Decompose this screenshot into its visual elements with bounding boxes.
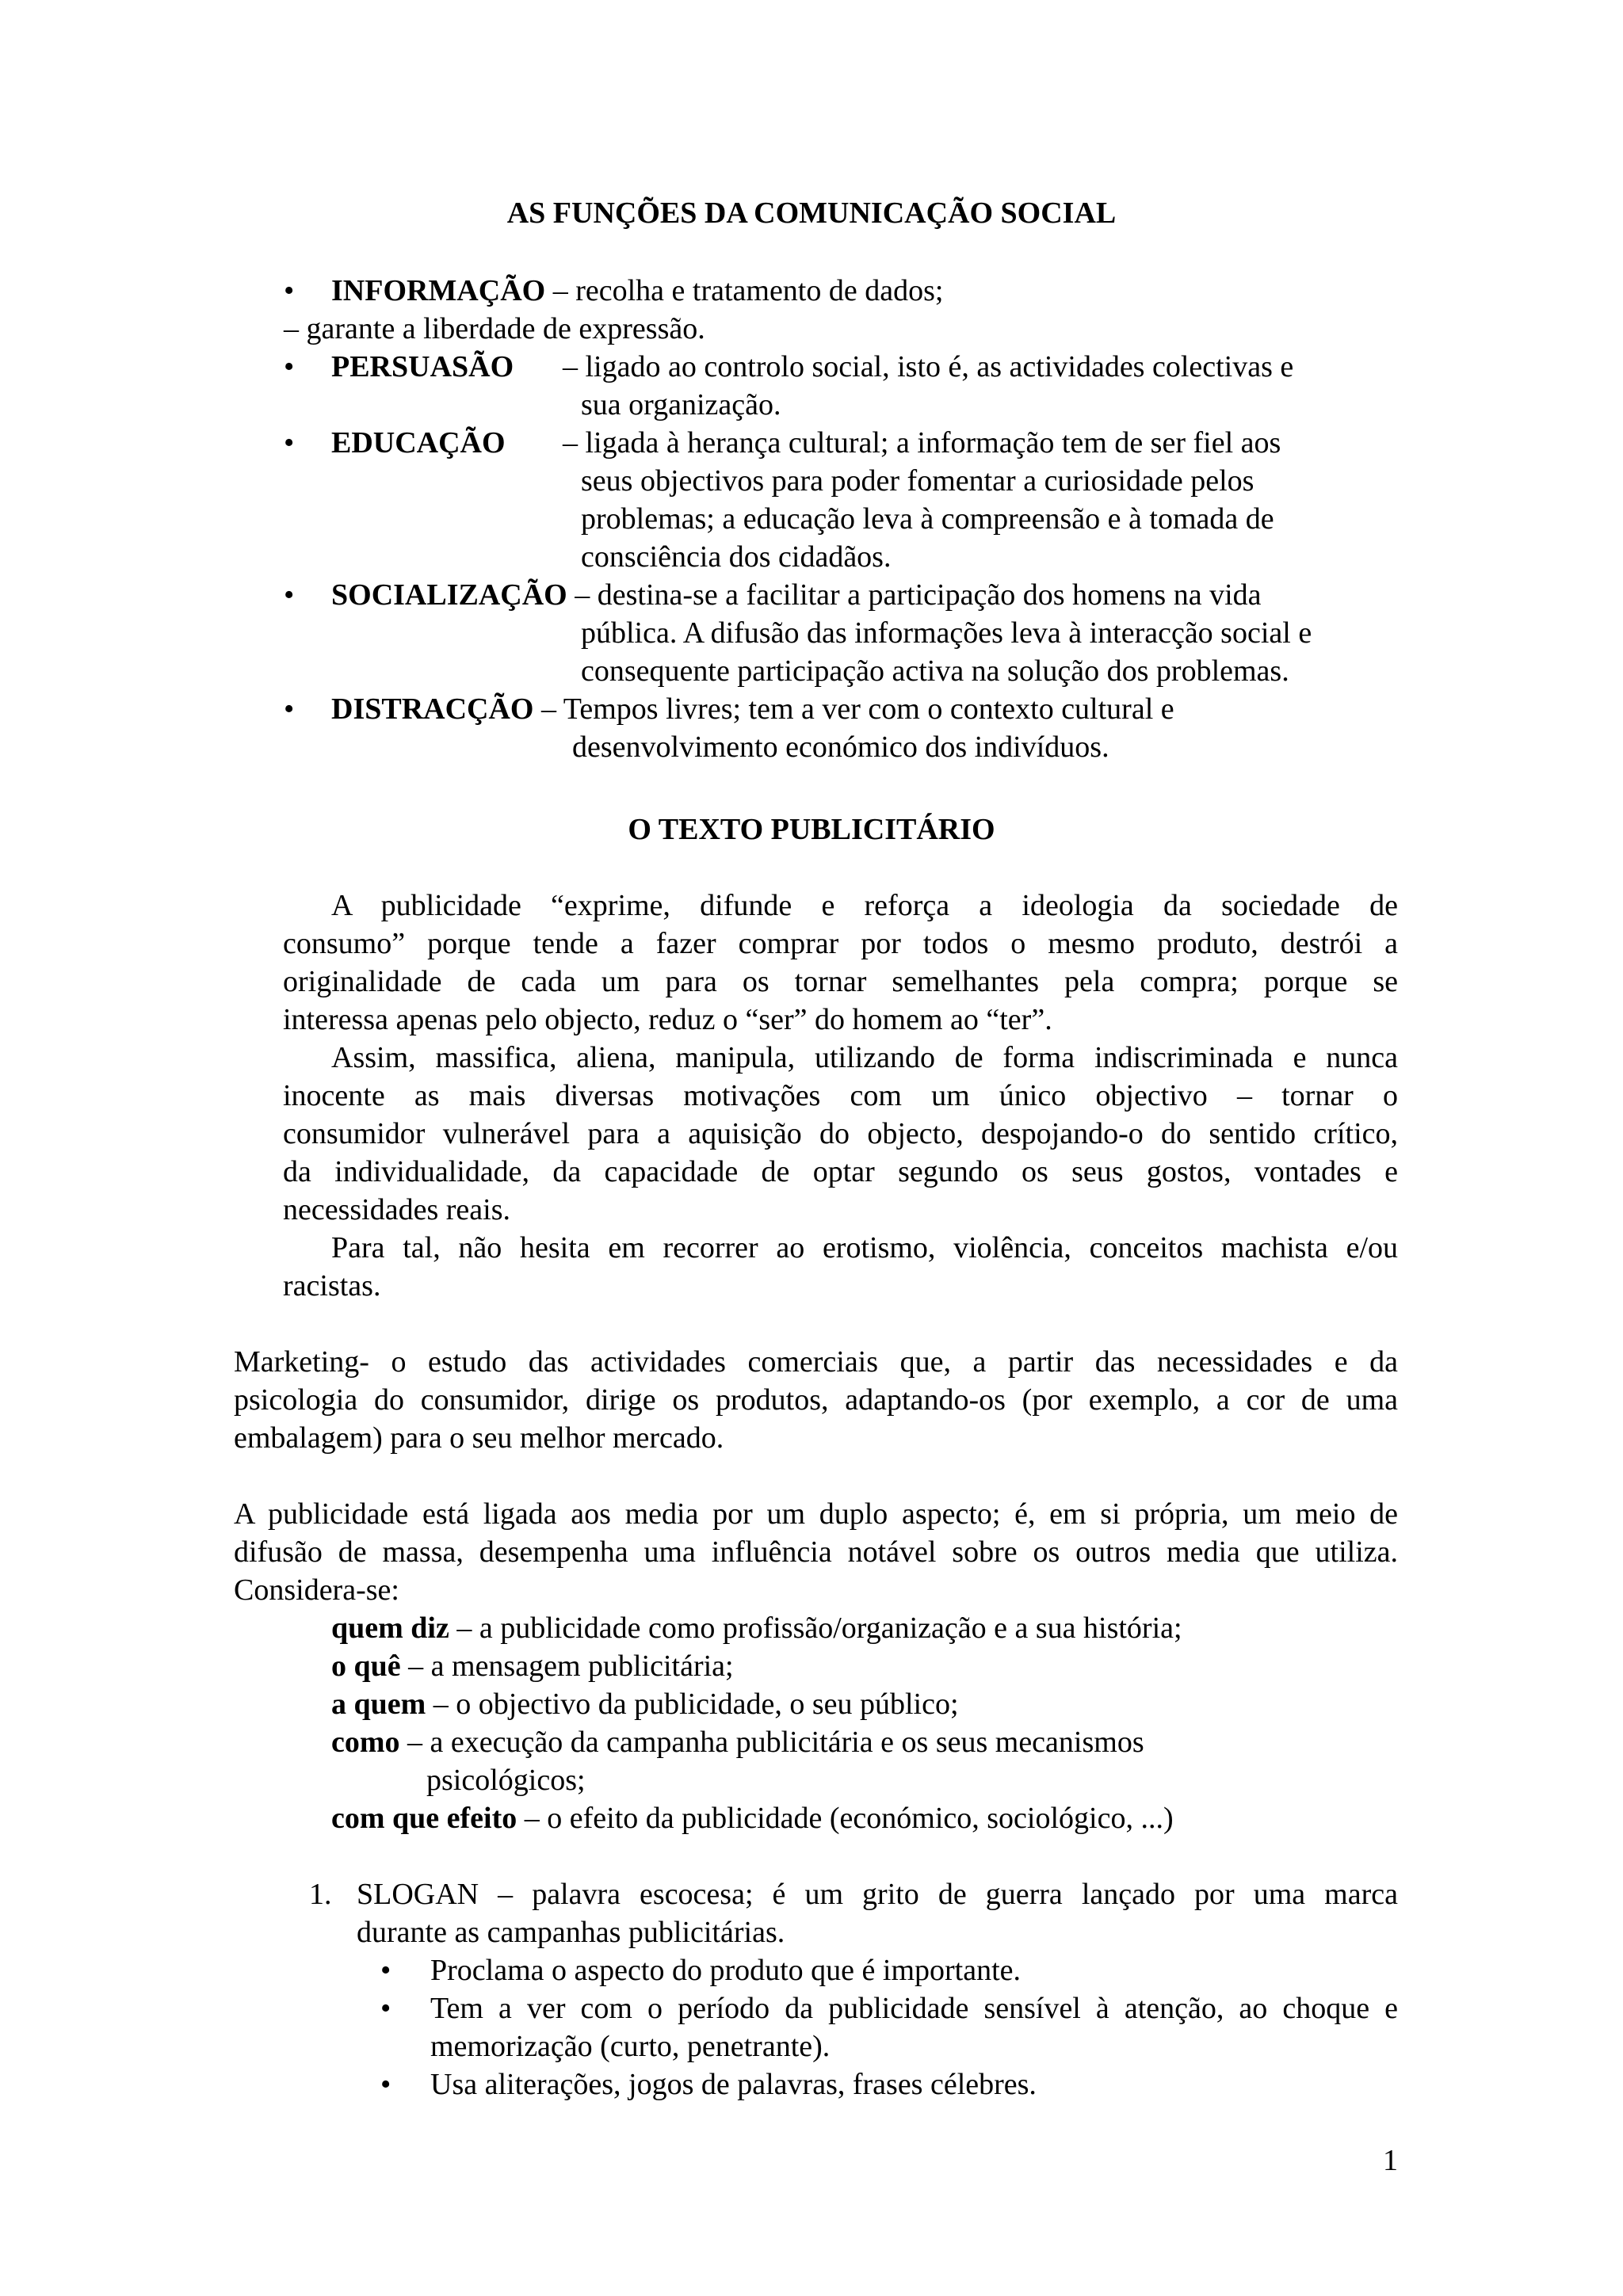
aspect-com-que-efeito (331, 1799, 1174, 1837)
marketing-line: Marketing- o estudo das actividades comerciais que, a partir das necessidades e da (234, 1345, 1398, 1379)
bullet-dot: • (380, 1954, 391, 1987)
function-persuasao-line1: – ligado ao controlo social, isto é, as actividades colectivas e (563, 350, 1294, 383)
bullet-dot: • (284, 350, 295, 383)
function-informacao-line2: – garante a liberdade de expressão. (284, 312, 705, 345)
function-term: DISTRACÇÃO (331, 692, 534, 726)
aspect-quem-diz (331, 1609, 1182, 1647)
bullet-dot: • (380, 2068, 391, 2101)
function-term: INFORMAÇÃO (331, 274, 546, 307)
function-term: SOCIALIZAÇÃO (331, 578, 567, 612)
marketing-line: embalagem) para o seu melhor mercado. (234, 1421, 724, 1455)
slogan-bullet-2-line2: memorização (curto, penetrante). (430, 2030, 831, 2063)
media-line: Considera-se: (234, 1573, 399, 1607)
paragraph-line: interessa apenas pelo objecto, reduz o “ser” do homem ao “ter”. (283, 1003, 1052, 1036)
paragraph-line: Para tal, não hesita em recorrer ao erotismo, violência, conceitos machista e/ou (331, 1231, 1398, 1264)
aspect-desc: – a execução da campanha publicitária e os seus mecanismos (399, 1726, 1144, 1759)
function-socializacao (331, 576, 1262, 614)
section-title-texto-publicitario: O TEXTO PUBLICITÁRIO (628, 813, 995, 846)
aspect-term: como (331, 1726, 400, 1759)
slogan-line2: durante as campanhas publicitárias. (357, 1916, 785, 1949)
bullet-dot: • (380, 1992, 391, 2025)
paragraph-line: necessidades reais. (283, 1193, 510, 1226)
paragraph-line: A publicidade “exprime, difunde e reforça a ideologia da sociedade de (331, 889, 1398, 922)
aspect-term: com que efeito (331, 1802, 517, 1835)
function-socializacao-line3: consequente participação activa na solução dos problemas. (581, 654, 1289, 688)
paragraph-line: consumidor vulnerável para a aquisição do objecto, despojando-o do sentido crítico, (283, 1117, 1398, 1150)
bullet-dot: • (284, 426, 295, 460)
aspect-como (331, 1723, 1144, 1761)
function-term-educacao: EDUCAÇÃO (331, 426, 506, 460)
function-persuasao-line2: sua organização. (581, 388, 781, 421)
media-line: difusão de massa, desempenha uma influência notável sobre os outros media que utiliza. (234, 1535, 1398, 1569)
function-educacao-line2: seus objectivos para poder fomentar a curiosidade pelos (581, 464, 1254, 498)
function-term-persuasao: PERSUASÃO (331, 350, 514, 383)
function-desc: – destina-se a facilitar a participação dos homens na vida (567, 578, 1262, 612)
aspect-term: quem diz (331, 1611, 449, 1645)
bullet-dot: • (284, 274, 295, 307)
marketing-line: psicologia do consumidor, dirige os produtos, adaptando-os (por exemplo, a cor de uma (234, 1383, 1398, 1417)
function-educacao-line1: – ligada à herança cultural; a informação tem de ser fiel aos (563, 426, 1281, 460)
aspect-como-line2: psicológicos; (426, 1764, 586, 1797)
slogan-bullet-3: Usa aliterações, jogos de palavras, frases célebres. (430, 2068, 1037, 2101)
list-number: 1. (309, 1878, 332, 1911)
function-educacao-line3: problemas; a educação leva à compreensão e à tomada de (581, 502, 1274, 536)
paragraph-line: inocente as mais diversas motivações com um único objectivo – tornar o (283, 1079, 1398, 1112)
slogan-bullet-1: Proclama o aspecto do produto que é importante. (430, 1954, 1022, 1987)
paragraph-line: da individualidade, da capacidade de optar segundo os seus gostos, vontades e (283, 1155, 1398, 1188)
slogan-bullet-2: Tem a ver com o período da publicidade sensível à atenção, ao choque e (430, 1992, 1398, 2025)
section-title-functions: AS FUNÇÕES DA COMUNICAÇÃO SOCIAL (506, 196, 1117, 230)
function-desc: – Tempos livres; tem a ver com o contexto cultural e (533, 692, 1174, 726)
aspect-a-quem (331, 1685, 959, 1723)
function-informacao (331, 272, 943, 310)
function-educacao-line4: consciência dos cidadãos. (581, 540, 892, 574)
bullet-dot: • (284, 692, 295, 726)
aspect-desc: – a publicidade como profissão/organização e a sua história; (449, 1611, 1182, 1645)
aspect-term: a quem (331, 1688, 426, 1721)
function-desc: – recolha e tratamento de dados; (545, 274, 944, 307)
paragraph-line: consumo” porque tende a fazer comprar por todos o mesmo produto, destrói a (283, 927, 1398, 960)
media-line: A publicidade está ligada aos media por um duplo aspecto; é, em si própria, um meio de (234, 1497, 1398, 1531)
aspect-desc: – o objectivo da publicidade, o seu público; (426, 1688, 959, 1721)
paragraph-line: Assim, massifica, aliena, manipula, utilizando de forma indiscriminada e nunca (331, 1041, 1398, 1074)
aspect-desc: – a mensagem publicitária; (400, 1650, 734, 1683)
function-distraccao (331, 690, 1174, 728)
aspect-o-que (331, 1647, 734, 1685)
slogan-line1: SLOGAN – palavra escocesa; é um grito de guerra lançado por uma marca (357, 1878, 1398, 1911)
function-socializacao-line2: pública. A difusão das informações leva à interacção social e (581, 616, 1312, 650)
page-number: 1 (1383, 2144, 1398, 2177)
paragraph-line: originalidade de cada um para os tornar semelhantes pela compra; porque se (283, 965, 1398, 998)
aspect-term: o quê (331, 1650, 401, 1683)
paragraph-line: racistas. (283, 1269, 381, 1302)
function-distraccao-line2: desenvolvimento económico dos indivíduos. (572, 730, 1109, 764)
bullet-dot: • (284, 578, 295, 612)
aspect-desc: – o efeito da publicidade (económico, sociológico, ...) (517, 1802, 1174, 1835)
